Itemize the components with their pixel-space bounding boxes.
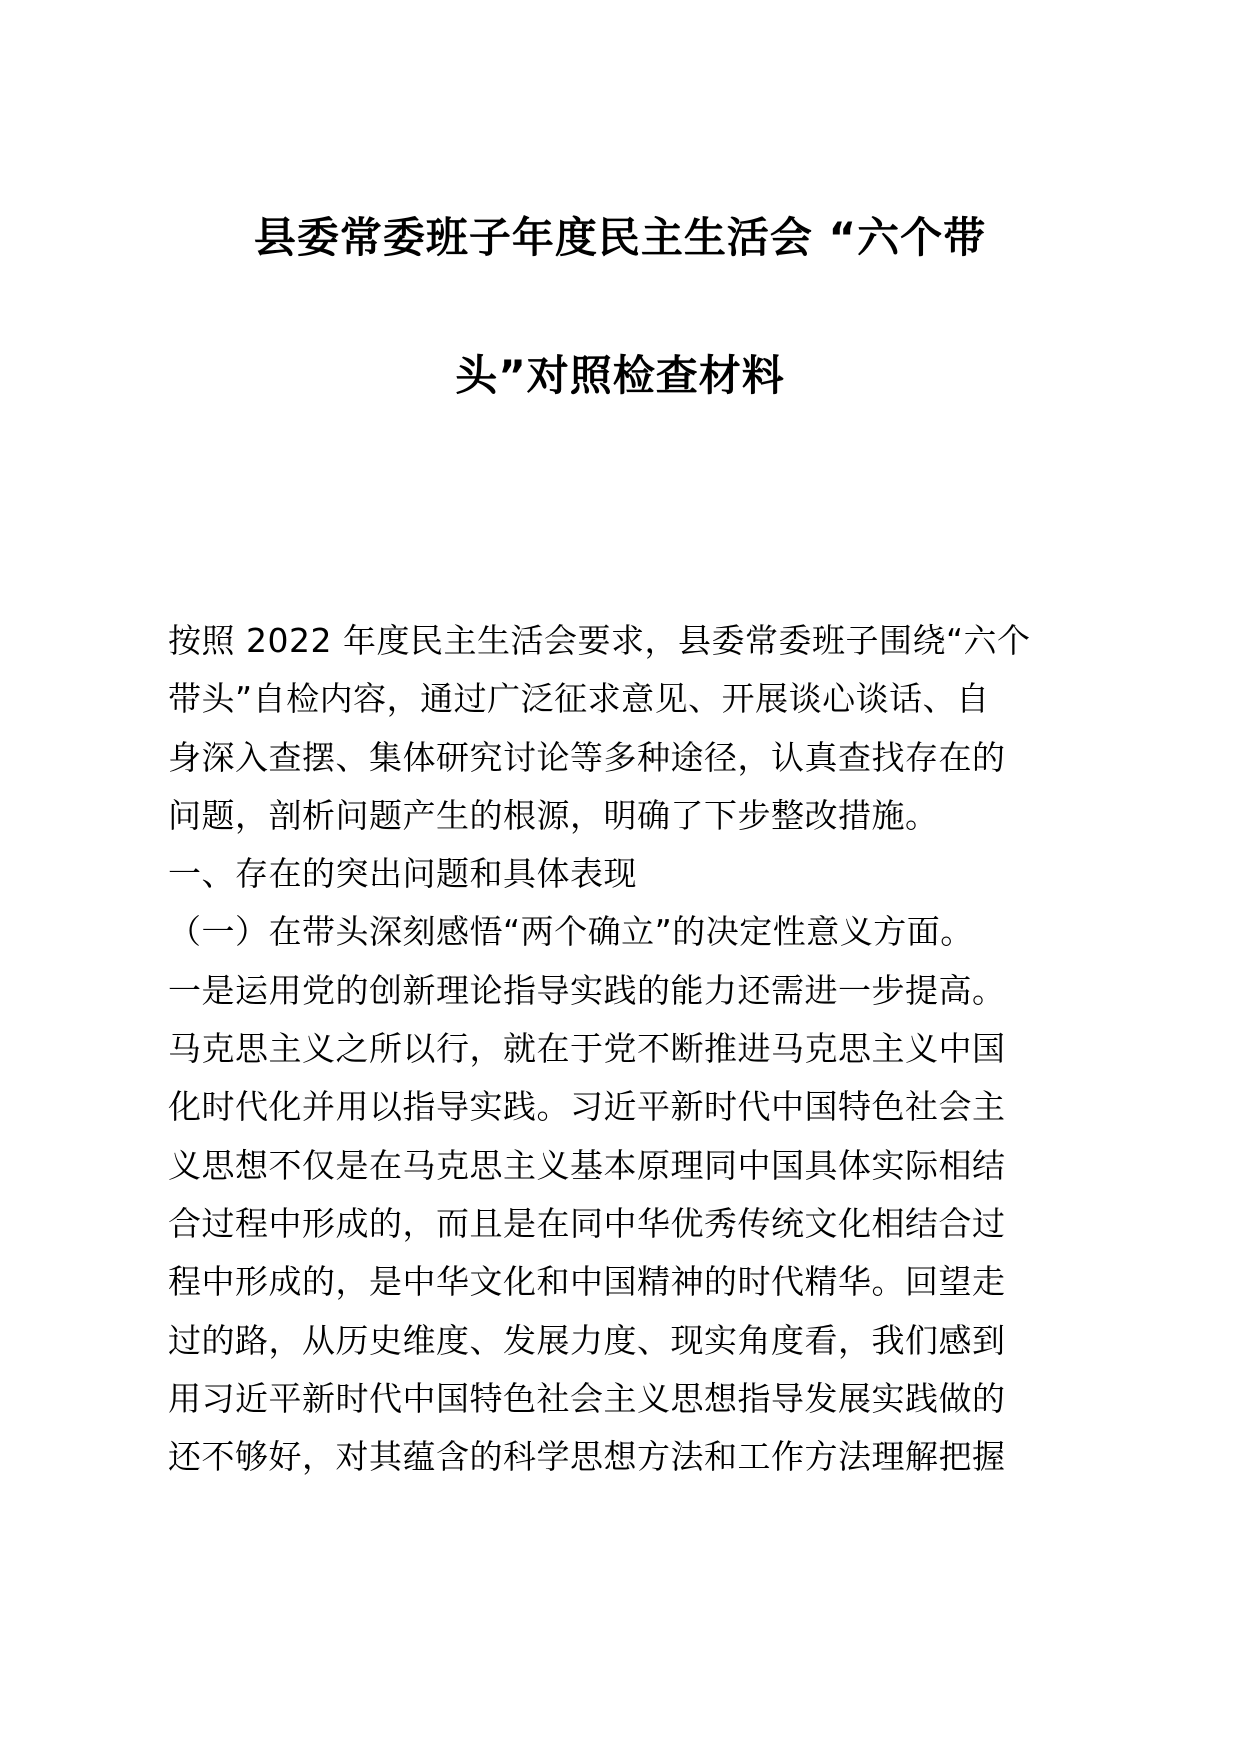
- body-text-line: 一是运用党的创新理论指导实践的能力还需进一步提高。: [168, 970, 1006, 1010]
- section-heading: 一、存在的突出问题和具体表现: [168, 854, 637, 894]
- body-text-line: 身深入查摆、集体研究讨论等多种途径，认真查找存在的: [168, 737, 1006, 777]
- body-text-line: 还不够好，对其蕴含的科学思想方法和工作方法理解把握: [168, 1437, 1006, 1477]
- body-text-line: 过的路，从历史维度、发展力度、现实角度看，我们感到: [168, 1320, 1006, 1360]
- document-title-line-2: 头”对照检查材料: [455, 351, 785, 400]
- body-text-line: 按照 2022 年度民主生活会要求，县委常委班子围绕“六个: [168, 621, 1031, 660]
- document-body: [168, 612, 1048, 1486]
- body-text-line: 带头”自检内容，通过广泛征求意见、开展谈心谈话、自: [168, 679, 990, 719]
- body-text-line: 用习近平新时代中国特色社会主义思想指导发展实践做的: [168, 1378, 1006, 1418]
- body-text-line: 问题，剖析问题产生的根源，明确了下步整改措施。: [168, 795, 939, 835]
- body-text-line: 马克思主义之所以行，就在于党不断推进马克思主义中国: [168, 1029, 1006, 1069]
- document-title-line-1: 县委常委班子年度民主生活会 “六个带: [253, 213, 987, 262]
- body-text-line: 义思想不仅是在马克思主义基本原理同中国具体实际相结: [168, 1145, 1006, 1185]
- body-text-line: 化时代化并用以指导实践。习近平新时代中国特色社会主: [168, 1087, 1006, 1127]
- body-text-line: 程中形成的，是中华文化和中国精神的时代精华。回望走: [168, 1262, 1006, 1302]
- body-text-line: 合过程中形成的，而且是在同中华优秀传统文化相结合过: [168, 1203, 1006, 1243]
- subsection-heading: （一）在带头深刻感悟“两个确立”的决定性意义方面。: [168, 912, 974, 952]
